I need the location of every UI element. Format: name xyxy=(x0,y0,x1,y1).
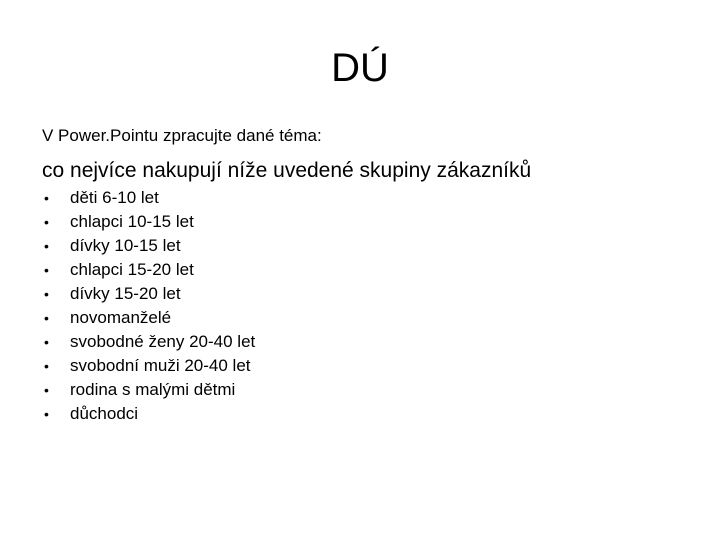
bullet-icon: • xyxy=(44,334,49,350)
list-item-label: děti 6-10 let xyxy=(70,188,159,207)
list-item xyxy=(42,354,255,378)
bullet-icon: • xyxy=(44,286,49,302)
bullet-icon: • xyxy=(44,382,49,398)
bullet-icon: • xyxy=(44,406,49,422)
list-item xyxy=(42,282,255,306)
list-item xyxy=(42,210,255,234)
list-item xyxy=(42,378,255,402)
bullet-icon: • xyxy=(44,310,49,326)
list-item-label: důchodci xyxy=(70,404,139,423)
list-item xyxy=(42,258,255,282)
bullet-icon: • xyxy=(44,358,49,374)
list-item-label: chlapci 10-15 let xyxy=(70,212,194,231)
list-item xyxy=(42,402,255,426)
list-item xyxy=(42,234,255,258)
bullet-icon: • xyxy=(44,214,49,230)
list-item-label: svobodní muži 20-40 let xyxy=(70,356,251,375)
slide-title: DÚ xyxy=(331,46,389,90)
bullet-icon: • xyxy=(44,238,49,254)
customer-group-list xyxy=(42,186,255,426)
list-item-label: rodina s malými dětmi xyxy=(70,380,236,399)
list-item xyxy=(42,186,255,210)
list-item xyxy=(42,330,255,354)
list-item xyxy=(42,306,255,330)
list-item-label: chlapci 15-20 let xyxy=(70,260,194,279)
intro-text: V Power.Pointu zpracujte dané téma: xyxy=(42,126,322,145)
bullet-icon: • xyxy=(44,262,49,278)
list-item-label: dívky 10-15 let xyxy=(70,236,181,255)
topic-heading: co nejvíce nakupují níže uvedené skupiny zákazníků xyxy=(42,159,532,182)
bullet-icon: • xyxy=(44,190,49,206)
list-item-label: dívky 15-20 let xyxy=(70,284,181,303)
list-item-label: svobodné ženy 20-40 let xyxy=(70,332,256,351)
list-item-label: novomanželé xyxy=(70,308,172,327)
